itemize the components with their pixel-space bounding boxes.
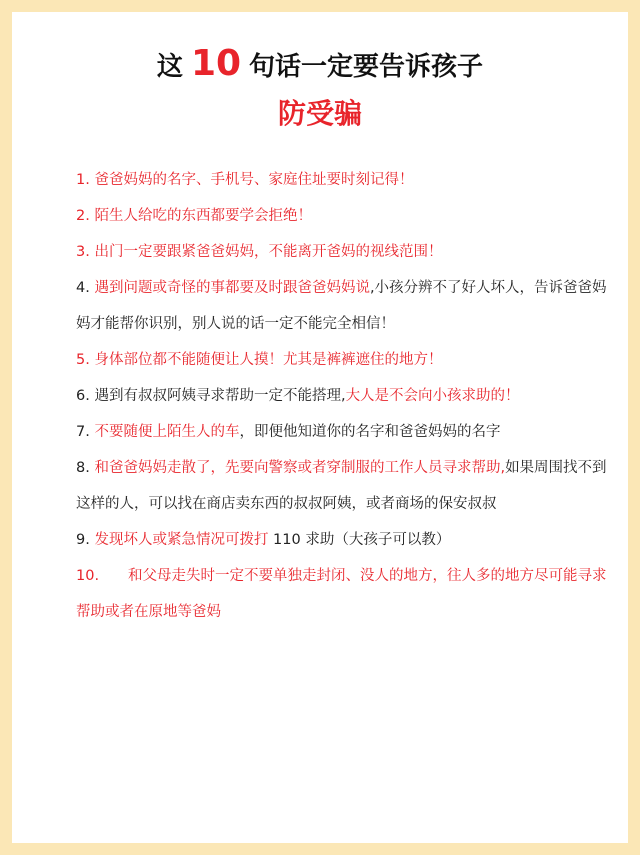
item-text: ,小孩分辨不了好人坏人，告诉爸爸妈妈才能帮你识别，别人说的话一定不能完全相信！: [76, 280, 607, 332]
title-suffix: 句话一定要告诉孩子: [249, 52, 484, 82]
item-text: ，即便他知道你的名字和爸爸妈妈的名字: [239, 424, 501, 440]
list-item: [76, 414, 608, 450]
list-item: [76, 558, 608, 630]
item-number: 4.: [76, 280, 95, 296]
tips-list: [76, 162, 608, 630]
list-item: [76, 342, 608, 378]
item-text: 10. 和父母走失时一定不要单独走封闭、没人的地方，往人多的地方尽可能寻求帮助或者在原地等爸妈: [76, 568, 607, 620]
content-card: [12, 12, 628, 843]
item-text: 如果周围找不到这样的人，可以找在商店卖东西的叔叔阿姨，或者商场的保安叔叔: [76, 460, 607, 512]
item-number: 7.: [76, 424, 95, 440]
list-item: [76, 162, 608, 198]
item-highlight: 发现坏人或紧急情况可拨打: [94, 532, 269, 548]
list-item: [76, 198, 608, 234]
item-highlight: 和爸爸妈妈走散了，先要向警察或者穿制服的工作人员寻求帮助,: [94, 460, 506, 476]
item-text: 110 求助（大孩子可以教）: [268, 532, 451, 548]
item-highlight: 不要随便上陌生人的车: [94, 424, 240, 440]
item-text: 3. 出门一定要跟紧爸爸妈妈，不能离开爸妈的视线范围！: [76, 244, 443, 260]
item-text: 6. 遇到有叔叔阿姨寻求帮助一定不能搭理,: [76, 388, 346, 404]
item-text: 5. 身体部位都不能随便让人摸！尤其是裤裤遮住的地方！: [76, 352, 443, 368]
title-prefix: 这: [156, 52, 183, 82]
item-number: 8.: [76, 460, 95, 476]
item-text: 2. 陌生人给吃的东西都要学会拒绝！: [76, 208, 312, 224]
list-item: [76, 234, 608, 270]
item-text: 1. 爸爸妈妈的名字、手机号、家庭住址要时刻记得！: [76, 172, 414, 188]
item-number: 9.: [76, 532, 95, 548]
item-highlight: 大人是不会向小孩求助的！: [345, 388, 520, 404]
list-item: [76, 522, 608, 558]
item-highlight: 遇到问题或奇怪的事都要及时跟爸爸妈妈说: [94, 280, 370, 296]
page-title: [12, 42, 628, 89]
list-item: [76, 450, 608, 522]
list-item: [76, 378, 608, 414]
title-number: 10: [190, 43, 242, 84]
page-subtitle: 防受骗: [277, 97, 362, 130]
list-item: [76, 270, 608, 342]
